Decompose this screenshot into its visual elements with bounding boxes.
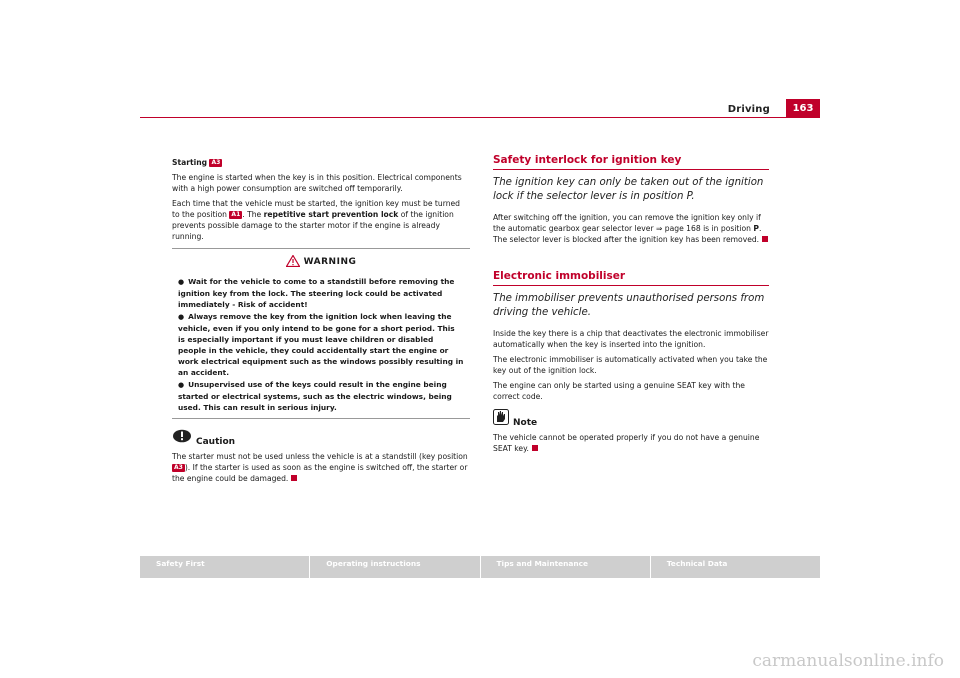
- warning-header: [178, 255, 464, 270]
- section-subheading-safety-interlock: The ignition key can only be taken out of the ignition lock if the selector lever is in position P.: [493, 177, 764, 202]
- section-heading-safety-interlock: Safety interlock for ignition key: [493, 155, 769, 170]
- starting-label: Starting: [172, 158, 208, 167]
- marker-a3: A3: [211, 159, 221, 166]
- footer-tab-safety-first[interactable]: Safety First: [140, 556, 309, 578]
- starting-text-2: [172, 198, 470, 242]
- safety-interlock-text-a: After switching off the ignition, you can remove the ignition key only if the automatic gearbox gear selector lever ⇒ page 168 is in position: [493, 213, 761, 233]
- caution-title: Caution: [196, 437, 236, 447]
- immobiliser-text-1: Inside the key there is a chip that deactivates the electronic immobiliser automatically when the key is inserted into the ignition.: [493, 329, 769, 349]
- warning-title: WARNING: [303, 257, 357, 267]
- end-of-section-icon: [532, 445, 538, 451]
- starting-paragraph-heading: [172, 157, 470, 168]
- footer-nav: [140, 556, 820, 578]
- caution-text-a: The starter must not be used unless the vehicle is at a standstill (key position: [172, 452, 468, 461]
- bullet-icon: ●: [178, 313, 185, 321]
- immobiliser-text-2: The electronic immobiliser is automatically activated when you take the key out of the ignition lock.: [493, 355, 768, 375]
- right-column: [493, 155, 769, 458]
- page-title: Driving: [727, 104, 770, 115]
- note-title: Note: [513, 418, 538, 428]
- caution-text: [172, 451, 470, 484]
- starting-text-2a: Each time that the vehicle must be started, the ignition key must be turned to the position: [172, 199, 461, 219]
- safety-interlock-text: [493, 212, 769, 245]
- bullet-icon: ●: [178, 381, 185, 389]
- marker-a1: A1: [231, 211, 241, 218]
- warning-item: [178, 311, 464, 378]
- note-text: [493, 432, 769, 454]
- warning-triangle-icon: [286, 255, 300, 270]
- immobiliser-text-3: The engine can only be started using a genuine SEAT key with the correct code.: [493, 381, 745, 401]
- warning-item-text: Wait for the vehicle to come to a standstill before removing the ignition key from the lock. The steering lock could be activated immediately - Risk of accident!: [178, 277, 455, 309]
- caution-exclamation-icon: [172, 429, 192, 446]
- watermark: carmanualsonline.info: [752, 651, 944, 671]
- section-heading-immobiliser: Electronic immobiliser: [493, 271, 769, 286]
- footer-tab-technical-data[interactable]: Technical Data: [651, 556, 820, 578]
- marker-a3-caution: A3: [174, 464, 183, 471]
- warning-item-text: Always remove the key from the ignition lock when leaving the vehicle, even if you only intend to be gone for a short period. This is especially important if you must leave children or disabled people in the vehicle, they could accidentally start the engine or work electrical equipment such as the windows possibly resulting in an accident.: [178, 312, 464, 377]
- page-number: 163: [786, 99, 820, 118]
- header-rule: [140, 117, 820, 118]
- warning-box: [172, 248, 470, 419]
- end-of-section-icon: [291, 475, 297, 481]
- safety-interlock-text-b: . The selector lever is blocked after the ignition key has been removed.: [493, 224, 762, 244]
- caution-header: [172, 427, 470, 448]
- footer-tab-operating-instructions[interactable]: Operating instructions: [310, 556, 479, 578]
- starting-text-2c: of the ignition prevents possible damage to the starter motor if the engine is already running.: [172, 210, 454, 241]
- end-of-section-icon: [762, 236, 768, 242]
- warning-item: [178, 276, 464, 310]
- note-header: [493, 408, 769, 429]
- note-text-body: The vehicle cannot be operated properly if you do not have a genuine SEAT key.: [493, 433, 760, 453]
- warning-item-text: Unsupervised use of the keys could result in the engine being started or electrical systems, such as the electric windows, being used. This can result in serious injury.: [178, 380, 452, 412]
- left-column: [172, 157, 470, 488]
- starting-text-2b: . The: [242, 210, 262, 219]
- bullet-icon: ●: [178, 278, 185, 286]
- footer-tab-tips-maintenance[interactable]: Tips and Maintenance: [481, 556, 650, 578]
- caution-text-b: ). If the starter is used as soon as the engine is switched off, the starter or the engine could be damaged.: [172, 463, 468, 483]
- repetitive-start-lock-term: repetitive start prevention lock: [263, 210, 399, 219]
- starting-text-1: The engine is started when the key is in this position. Electrical components with a high power consumption are switched off temporarily.: [172, 173, 462, 193]
- note-hand-icon: [493, 409, 509, 428]
- warning-item: [178, 379, 464, 413]
- position-p-label: P: [753, 224, 759, 233]
- section-subheading-immobiliser: The immobiliser prevents unauthorised persons from driving the vehicle.: [493, 293, 765, 318]
- warning-list: [178, 276, 464, 413]
